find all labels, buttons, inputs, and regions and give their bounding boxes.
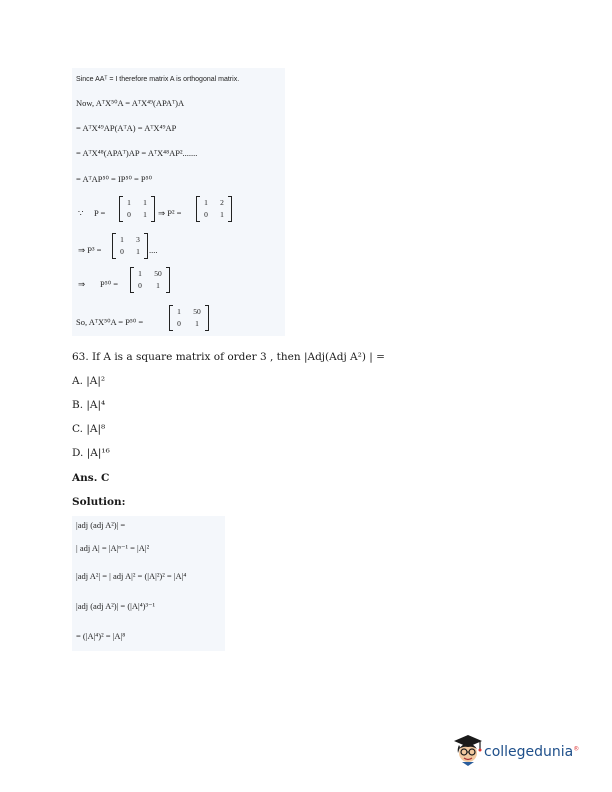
math-line: |adj (adj A²)| =	[76, 520, 126, 530]
matrix-so	[169, 305, 209, 331]
solution-label: Solution:	[72, 496, 126, 508]
brand-name	[484, 744, 579, 760]
because-symbol: ∵	[78, 208, 84, 218]
matrix-cell: 1	[177, 307, 181, 316]
question-text: 63. If A is a square matrix of order 3 , then |Adj(Adj A²) | =	[72, 351, 385, 363]
matrix-cell: 0	[127, 210, 131, 219]
math-label: ⇒ P² =	[158, 208, 182, 218]
math-line: Since AAᵀ = I therefore matrix A is orthogonal matrix.	[76, 76, 240, 83]
brand-mark: ®	[573, 745, 580, 753]
math-line: |adj A²| = | adj A|² = (|A|²)² = |A|⁴	[76, 571, 187, 581]
math-label: ⇒	[78, 279, 86, 289]
math-line: = AᵀX⁴⁸(APAᵀ)AP = AᵀX⁴⁸AP².......	[76, 148, 198, 158]
matrix-cell: 1	[156, 281, 160, 290]
math-label: P =	[94, 208, 106, 218]
matrix-cell: 1	[138, 269, 142, 278]
matrix-p50	[130, 267, 170, 293]
matrix-cell: 2	[220, 198, 224, 207]
matrix-cell: 1	[143, 210, 147, 219]
answer-label: Ans. C	[72, 472, 110, 484]
matrix-cell: 1	[204, 198, 208, 207]
matrix-cell: 0	[120, 247, 124, 256]
math-line: = (|A|⁴)² = |A|⁸	[76, 631, 126, 641]
option-b: B. |A|⁴	[72, 399, 106, 411]
matrix-cell: 50	[193, 307, 201, 316]
matrix-cell: 0	[204, 210, 208, 219]
matrix-p3	[112, 233, 148, 259]
math-line: So, AᵀX⁵⁰A = P⁵⁰ =	[76, 317, 144, 327]
solution-math-block	[72, 516, 225, 651]
matrix-cell: 3	[136, 235, 140, 244]
option-a: A. |A|²	[72, 375, 106, 387]
math-line: Now, AᵀX⁵⁰A = AᵀX⁴⁹(APAᵀ)A	[76, 98, 185, 108]
matrix-cell: 1	[143, 198, 147, 207]
math-label: ⇒ P³ =	[78, 245, 102, 255]
matrix-cell: 1	[127, 198, 131, 207]
solution-math-block-previous	[72, 68, 285, 336]
matrix-cell: 1	[220, 210, 224, 219]
math-line: |adj (adj A²)| = (|A|⁴)³⁻¹	[76, 601, 156, 611]
matrix-cell: 50	[154, 269, 162, 278]
graduate-mascot-icon	[453, 733, 483, 767]
matrix-cell: 0	[138, 281, 142, 290]
math-line: = AᵀX⁴⁹AP(AᵀA) = AᵀX⁴⁹AP	[76, 123, 177, 133]
math-label: ....	[149, 245, 158, 255]
matrix-cell: 0	[177, 319, 181, 328]
option-c: C. |A|⁸	[72, 423, 106, 435]
math-line: = AᵀAP⁵⁰ = IP⁵⁰ = P⁵⁰	[76, 174, 153, 184]
matrix-cell: 1	[195, 319, 199, 328]
matrix-p2	[196, 196, 232, 222]
math-label: P⁵⁰ =	[100, 279, 119, 289]
matrix-cell: 1	[136, 247, 140, 256]
option-d: D. |A|¹⁶	[72, 447, 110, 459]
math-line: | adj A| = |A|ⁿ⁻¹ = |A|²	[76, 543, 150, 553]
brand-name-text: collegedunia	[484, 744, 574, 760]
matrix-cell: 1	[120, 235, 124, 244]
matrix-p	[119, 196, 155, 222]
